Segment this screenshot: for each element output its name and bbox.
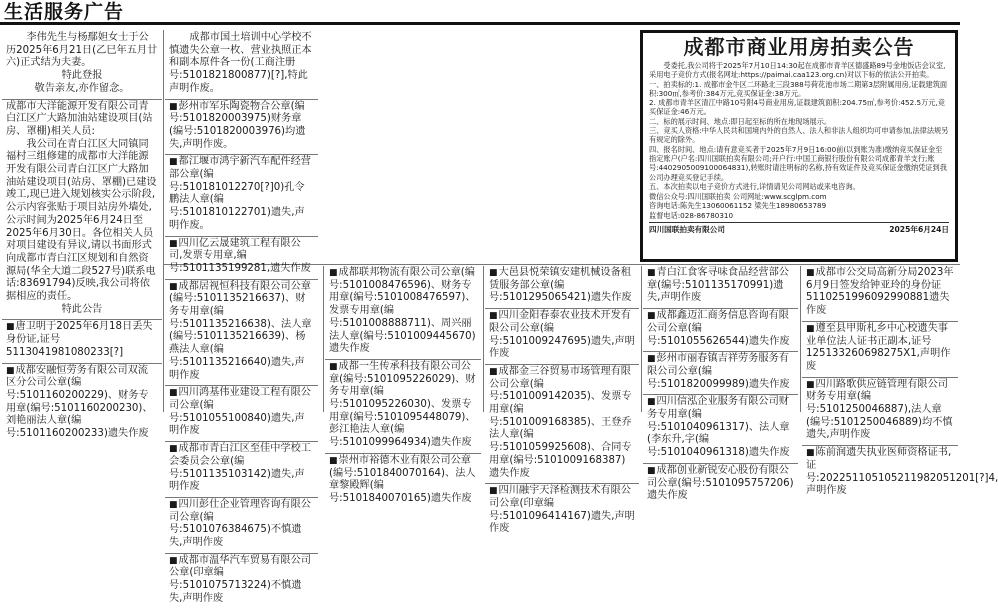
section-title: 生活服务广告 [4, 1, 125, 23]
auction-item: 2. 成都市青羊区清江中路10号附4号商业用房,证载建筑面积:204.75㎡,参考价:452.5万元,竞买保证金:46万元。 [649, 98, 945, 117]
ad-text [806, 379, 954, 443]
square-bullet-icon: ■ [806, 323, 815, 334]
ad-text-content: 青白江食客寻味食品经营部公章(编号:5101135170991)遗失,声明作废 [647, 267, 789, 304]
ad-text [329, 455, 477, 506]
ad-text-content: 成都居视恒科技有限公司公章(编号:5101135216637)、财务专用章(编号:5101135216638)、法人章(编号:5101135216639)、杨燕法人章(编号:5101135216640)遗失,声明作废 [169, 280, 312, 381]
ad-text-content: 成都市青白江区至佳中学校工会委员会公章(编号:5101135103142)遗失,声明作废 [169, 443, 311, 493]
ad-text-content: 彭州市丽春镇吉祥劳务服务有限公司公章(编号:5101820099989)遗失作废 [647, 353, 790, 390]
ad-text-content: 遵至县甲斯札乡中心校遗失事业单位法人证书正副本,证号125133260698275X1,声明作废 [806, 322, 951, 372]
ad-text [6, 321, 158, 359]
square-bullet-icon: ■ [806, 448, 815, 459]
ad-text-content: 四川信泓企业服务有限公司财务专用章(编号:5101040961317)、法人章(李东升,字(编号:5101040961318)遗失作废 [647, 396, 790, 459]
ad-text [489, 310, 635, 361]
ad-text-content: 四川金阳春泰农业技术开发有限公司公章(编号:5101009247695)遗失,声明作废 [489, 310, 635, 360]
lost-notice [802, 378, 958, 447]
ad-text-content: 成都金三谷贸易市场管理有限公司公章(编号:5101009142035)、发票专用章(编号:5101009168385)、王登乔法人章(编号:5101059925608)、合同专用章(编号:5101009168387)遗失作废 [489, 365, 632, 479]
lost-notice [325, 454, 481, 509]
contact-line: 咨询电话:陈先生13060061152 梁先生18980653789 [649, 201, 827, 211]
lost-notice [802, 322, 958, 378]
column-divider [641, 266, 642, 412]
ad-text-content: 崇州市裕德木业有限公司公章(编号:5101840070164)、法人章黎殿辉(编号:5101840070165)遗失作废 [329, 454, 476, 504]
ad-text [806, 267, 954, 318]
square-bullet-icon: ■ [489, 486, 498, 497]
square-bullet-icon: ■ [647, 397, 656, 408]
square-bullet-icon: ■ [647, 268, 656, 278]
lost-notice [643, 352, 798, 395]
ad-text-content: 大邑县悦荣镇安建机械设备租赁服务部公章(编号:5101295065421)遗失作废 [489, 267, 632, 304]
ad-text [806, 323, 954, 374]
square-bullet-icon: ■ [647, 311, 656, 322]
square-bullet-icon: ■ [169, 388, 178, 399]
ad-text [647, 465, 794, 503]
ad-text: 李伟先生与杨鄢妲女士于公历2025年6月21日(乙巳年五月廿六)正式结为夫妻。 [6, 32, 158, 69]
ad-text-content: 陈前润遗失执业医师资格证书,证号:202251105105211982051201[?]4,声明作废 [806, 447, 998, 497]
ad-text [169, 101, 314, 152]
ad-text-content: 四川路歌供应链管理有限公司财务专用章(编号:5101250046887),法人章(编号:5101250046889)均不慎遗失,声明作废 [806, 378, 953, 441]
auction-footer [649, 222, 949, 235]
ad-text-content: 成都联邦物流有限公司公章(编号:5101008476596)、财务专用章(编号:5101008476597)、发票专用章(编号:5101008888711)、周兴丽法人章(编号:5101009445670)遗失作废 [329, 267, 476, 355]
square-bullet-icon: ■ [647, 354, 656, 365]
ad-text-content: 成都市公交局高新分局2023年6月9日签发给钟亚玲的身份证5110251996092990881遗失作废 [806, 267, 954, 317]
ad-text: 敬告亲友,亦作留念。 [34, 82, 130, 94]
ad-text [169, 555, 314, 606]
lost-notice [643, 395, 798, 464]
lost-notice [165, 280, 318, 387]
ad-text [169, 443, 314, 494]
ad-text [806, 447, 998, 498]
ad-text [647, 310, 794, 348]
ad-text-content: 四川鸿基伟业建设工程有限公司公章(编号:5101055100840)遗失,声明作废 [169, 387, 311, 437]
lost-notice [485, 266, 639, 309]
square-bullet-icon: ■ [169, 555, 178, 566]
lost-notice [165, 31, 318, 100]
ad-text [169, 499, 314, 550]
contact-line: 微信公众号:四川国联拍卖 公司网址:www.scglpm.com [649, 192, 827, 202]
lost-notice [643, 309, 798, 352]
square-bullet-icon: ■ [489, 366, 498, 377]
auction-notice-title: 成都市商业用房拍卖公告 [683, 35, 915, 59]
lost-notice [643, 266, 798, 309]
square-bullet-icon: ■ [169, 499, 178, 510]
auction-date: 2025年6月24日 [889, 225, 949, 235]
ad-text: 特此公告 [61, 303, 103, 315]
ad-text-content: 都江堰市鸿宇新汽车配件经营部公章(编号:510181012270[?]0)孔令鹏法人章(编号:5101810122701)遗失,声明作废。 [169, 156, 311, 231]
ad-text: 特此登报 [61, 70, 103, 82]
contact-line: 监督电话:028-86780310 [649, 210, 734, 220]
square-bullet-icon: ■ [169, 101, 178, 112]
lost-notice [2, 364, 162, 444]
square-bullet-icon: ■ [169, 157, 178, 168]
lost-notice [802, 446, 998, 501]
auction-item: 二、标的展示时间、地点:即日起至标的所在地现场展示。 [649, 116, 832, 126]
auction-intro: 受委托,我公司将于2025年7月10日14:30起在成都市青羊区德盛路89号金地饭店会议室,采用电子竞价方式(报名网址:https://paimai.caa123.org.cn)对以下标的依法公开拍卖。 [649, 61, 946, 80]
square-bullet-icon: ■ [6, 322, 15, 333]
auction-item: 四、报名时间、地点:请有意竞买者于2025年7月9日16:00前(以到账为准)缴纳竞买保证金至指定账户(户名:四川国联拍卖有限公司;开户行:中国工商银行股份有限公司成都青羊支行;账号:4402905009100064831),转账时请注明标的名称,持有效证件及竞买保证金缴纳凭证到我公司办理竞买登记手续。 [649, 144, 947, 182]
auction-item: 五、本次拍卖以电子竞价方式进行,详情请见公司网站或来电咨询。 [649, 181, 860, 191]
ad-text [329, 361, 477, 450]
lost-notice [165, 442, 318, 498]
lost-notice [325, 360, 481, 454]
column-3 [325, 266, 481, 504]
lost-notice [165, 237, 318, 280]
lost-notice [485, 365, 639, 484]
ad-text: 我公司在青白江区大同镇同福村三组修建的成都市大洋能源开发有限公司青白江区广大路加油站建设项目(站房、罩棚)已建设竣工,现已进入规划核实公示阶段,公示内容张贴于项目站房外墙处,公示时间为2025年6月24日至2025年6月30日。各位相关人员对项目建设有异议,请以书面形式向成都市青白江区规划和自然资源局(华全大道二段527号)联系电话:83691794)反映,我公司将依据相应的责任。 [6, 138, 157, 303]
ad-text [647, 267, 794, 305]
ad-text-content: 四川融宇天泽检测技术有限公司公章(印章编号:5101096414167)遗失,声明作废 [489, 485, 635, 535]
auction-item: 一、拍卖标的:1. 成都市金牛区二环路北三段388号荷花池市场二期第3层附属用房,证载建筑面积:300㎡,参考价:384万元,竞买保证金:38万元。 [649, 79, 948, 98]
ad-text: 成都市大洋能源开发有限公司青白江区广大路加油站建设项目(站房、罩棚)相关人员: [6, 100, 153, 137]
ad-text [329, 267, 477, 356]
square-bullet-icon: ■ [489, 311, 498, 322]
lost-notice [165, 100, 318, 156]
square-bullet-icon: ■ [489, 268, 498, 278]
marriage-announcement [2, 31, 162, 100]
lost-notice [485, 484, 639, 539]
lost-notice [802, 266, 958, 322]
ad-text: 成都市国土培训中心学校不慎遗失公章一枚、营业执照正本和副本原件各一份(工商注册号:5101821800877)[?],特此声明作废。 [169, 32, 312, 94]
column-divider [163, 30, 164, 412]
lost-notice [165, 554, 318, 609]
column-divider [483, 266, 484, 412]
ad-text [647, 396, 794, 460]
ad-text [647, 353, 794, 391]
lost-notice [165, 498, 318, 554]
column-4 [485, 266, 639, 535]
ad-text-content: 成都一生传承科技有限公司公章(编号:5101095226029)、财务专用章(编号:5101095226030)、发票专用章(编号:5101095448079)、彭江艳法人章(编号:5101099964934)遗失作废 [329, 360, 476, 449]
square-bullet-icon: ■ [806, 268, 815, 278]
lost-notice [2, 320, 162, 363]
square-bullet-icon: ■ [329, 361, 338, 372]
auction-contact [649, 192, 949, 220]
auction-item: 三、竞买人资格:中华人民共和国境内外的自然人、法人和非法人组织均可申请参加,法律法规另有规定的除外。 [649, 126, 949, 145]
ad-text [6, 365, 158, 441]
ad-text-content: 成都市温华汽车贸易有限公司公章(印章编号:5101075713224)不慎遗失,声明作废 [169, 554, 311, 604]
ad-text [169, 156, 314, 232]
planning-notice [2, 100, 162, 321]
section-header [0, 0, 960, 24]
auction-notice [640, 30, 958, 262]
ad-text [489, 485, 635, 536]
column-1 [2, 31, 162, 440]
column-divider [800, 266, 801, 412]
ad-text [489, 366, 635, 480]
ad-text [489, 267, 635, 305]
column-2 [165, 31, 318, 604]
lost-notice [165, 386, 318, 442]
square-bullet-icon: ■ [806, 379, 815, 390]
square-bullet-icon: ■ [6, 365, 15, 376]
square-bullet-icon: ■ [169, 444, 178, 455]
ad-text-content: 彭州市军乐陶瓷物合公章(编号:5101820003975)财务章(编号:5101820003976)均遗失,声明作废。 [169, 100, 306, 150]
ad-text [169, 281, 314, 383]
auction-company: 四川国联拍卖有限公司 [649, 225, 725, 235]
ad-text-content: 成都创业新锐安心股份有限公司公章(编号:5101095757206)遗失作废 [647, 464, 794, 502]
square-bullet-icon: ■ [329, 455, 338, 466]
lost-notice [165, 155, 318, 236]
column-5 [643, 266, 798, 502]
column-divider [323, 266, 324, 412]
square-bullet-icon: ■ [647, 465, 656, 476]
ad-text-content: 唐卫明于2025年6月18日丢失身份证,证号5113041981080233[?] [6, 321, 153, 358]
header-rule [0, 24, 960, 25]
lost-notice [643, 464, 798, 506]
square-bullet-icon: ■ [169, 281, 178, 292]
square-bullet-icon: ■ [169, 238, 178, 249]
lost-notice [325, 266, 481, 360]
ad-text [169, 387, 314, 438]
ad-text-content: 成都安融恒劳务有限公司双流区分公司公章(编号:5101160200229)、财务专用章(编号:5101160200230)、刘艳丽法人章(编号:5101160200233)遗失作废 [6, 364, 153, 440]
square-bullet-icon: ■ [329, 268, 338, 278]
ad-text-content: 四川彭仕企业管理咨询有限公司公章(编号:5101076384675)不慎遗失,声明作废 [169, 498, 311, 549]
ad-text-content: 四川亿云晟建筑工程有限公司,发票专用章,编号:5101135199281,遗失作废 [169, 237, 311, 274]
ad-text-content: 成都鑫迈汇商务信息咨询有限公司公章(编号:5101055626544)遗失作废 [647, 310, 790, 347]
ad-text [169, 238, 314, 276]
lost-notice [485, 309, 639, 365]
column-6 [802, 266, 998, 497]
